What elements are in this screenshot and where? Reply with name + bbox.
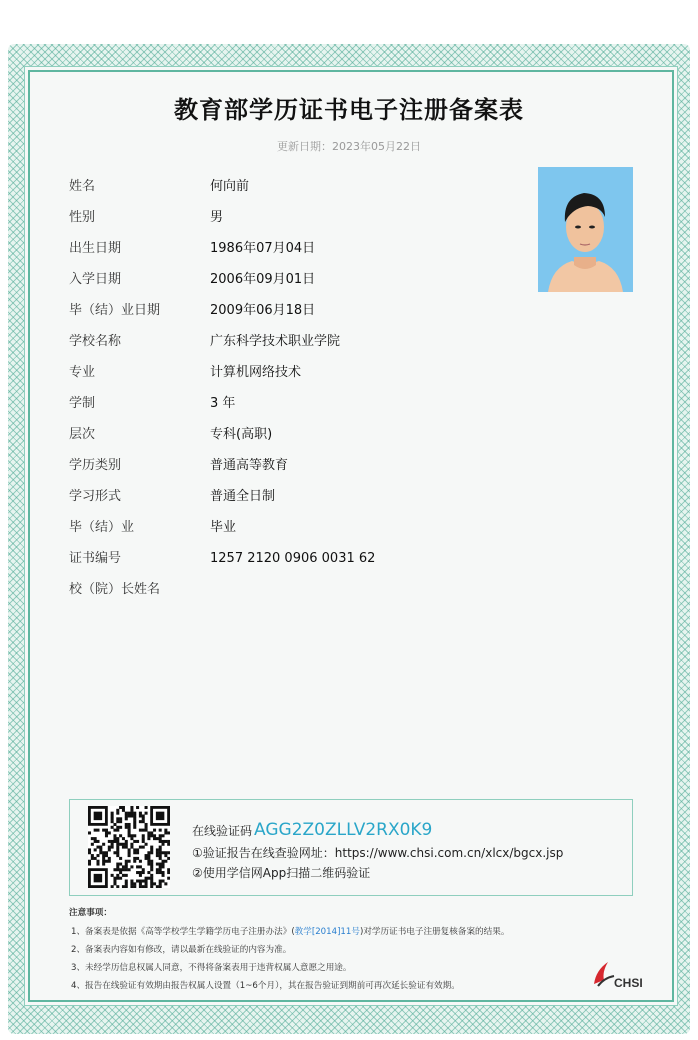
field-label: 学习形式 bbox=[69, 489, 122, 504]
qr-code bbox=[88, 806, 170, 888]
field-row-school bbox=[69, 331, 489, 353]
verification-url-line: ①验证报告在线查验网址：https://www.chsi.com.cn/xlcx/bgcx.jsp bbox=[192, 846, 564, 860]
field-row-graduation-status bbox=[69, 517, 489, 539]
field-value: 男 bbox=[210, 210, 224, 225]
note-1-link[interactable]: 教学[2014]11号 bbox=[294, 927, 360, 937]
field-label: 出生日期 bbox=[69, 241, 122, 256]
verification-code: AGG2Z0ZLLV2RX0K9 bbox=[254, 820, 433, 840]
note-2: 2、备案表内容如有修改，请以最新在线验证的内容为准。 bbox=[71, 945, 292, 955]
field-value: 2006年09月01日 bbox=[210, 272, 316, 287]
field-row-graduation-date bbox=[69, 300, 489, 322]
field-label: 姓名 bbox=[69, 179, 96, 194]
field-row-name bbox=[69, 176, 489, 198]
chsi-logo-icon bbox=[590, 958, 650, 990]
field-label: 校（院）长姓名 bbox=[69, 582, 161, 597]
note-1 bbox=[71, 925, 509, 937]
field-value: 普通高等教育 bbox=[210, 458, 289, 473]
field-label: 毕（结）业日期 bbox=[69, 303, 161, 318]
field-value: 广东科学技术职业学院 bbox=[210, 334, 341, 349]
field-value: 1257 2120 0906 0031 62 bbox=[210, 551, 376, 566]
notes-section bbox=[69, 906, 609, 991]
field-value: 2009年06月18日 bbox=[210, 303, 316, 318]
field-row-major bbox=[69, 362, 489, 384]
field-label: 毕（结）业 bbox=[69, 520, 135, 535]
field-label: 专业 bbox=[69, 365, 96, 380]
field-row-president-name bbox=[69, 579, 489, 601]
field-row-gender bbox=[69, 207, 489, 229]
field-value: 普通全日制 bbox=[210, 489, 276, 504]
note-1-text: 1、备案表是依据《高等学校学生学籍学历电子注册办法》( bbox=[71, 927, 295, 937]
note-1-text-end: )对学历证书电子注册复核备案的结果。 bbox=[359, 927, 510, 937]
chsi-logo bbox=[590, 958, 650, 990]
field-label: 证书编号 bbox=[69, 551, 122, 566]
field-value: 专科(高职) bbox=[210, 427, 273, 442]
field-row-birthdate bbox=[69, 238, 489, 260]
field-row-education-type bbox=[69, 455, 489, 477]
field-row-certificate-number bbox=[69, 548, 489, 570]
verification-code-line bbox=[192, 820, 432, 840]
field-label: 学历类别 bbox=[69, 458, 122, 473]
field-value: 计算机网络技术 bbox=[210, 365, 302, 380]
portrait-image bbox=[538, 167, 633, 292]
field-row-enroll-date bbox=[69, 269, 489, 291]
verification-box bbox=[69, 799, 633, 896]
field-row-study-form bbox=[69, 486, 489, 508]
field-value: 毕业 bbox=[210, 520, 237, 535]
note-4: 4、报告在线验证有效期由报告权属人设置（1~6个月），其在报告验证到期前可再次延长验证有效期。 bbox=[71, 981, 460, 991]
field-label: 学校名称 bbox=[69, 334, 122, 349]
field-value: 何向前 bbox=[210, 179, 250, 194]
update-date: 更新日期：2023年05月22日 bbox=[277, 140, 421, 153]
field-label: 入学日期 bbox=[69, 272, 122, 287]
field-value: 1986年07月04日 bbox=[210, 241, 316, 256]
field-label: 学制 bbox=[69, 396, 96, 411]
field-row-duration bbox=[69, 393, 489, 415]
field-value: 3 年 bbox=[210, 396, 236, 411]
verification-code-label: 在线验证码 bbox=[192, 824, 253, 838]
note-3: 3、未经学历信息权属人同意，不得将备案表用于违背权属人意愿之用途。 bbox=[71, 963, 352, 973]
page-title: 教育部学历证书电子注册备案表 bbox=[174, 96, 524, 124]
id-photo bbox=[538, 167, 633, 292]
notes-title: 注意事项： bbox=[69, 908, 112, 918]
verification-app-line: ②使用学信网App扫描二维码验证 bbox=[192, 866, 371, 880]
field-row-level bbox=[69, 424, 489, 446]
chsi-logo-text: CHSI bbox=[614, 976, 643, 990]
field-label: 层次 bbox=[69, 427, 96, 442]
field-label: 性别 bbox=[69, 210, 96, 225]
